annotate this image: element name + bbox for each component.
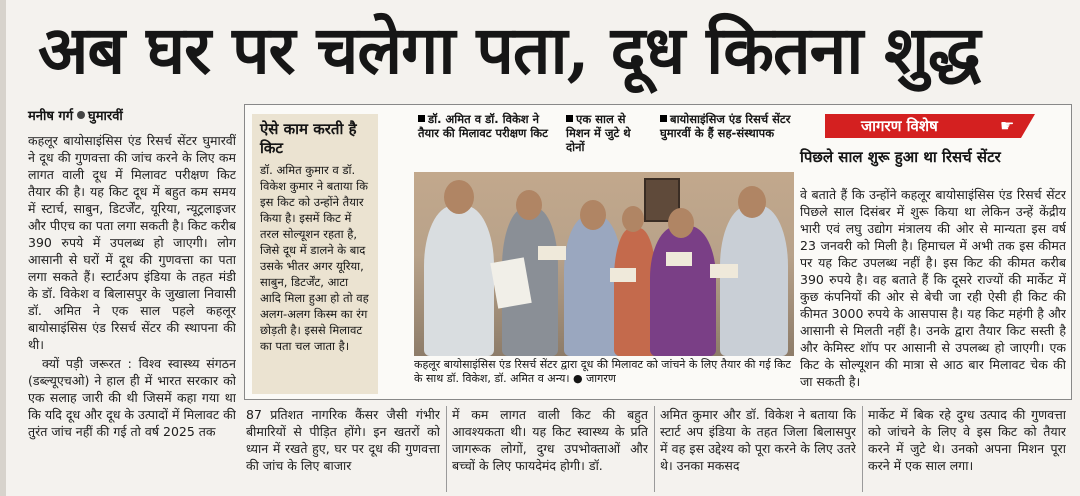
column-divider [654,406,655,492]
byline [28,106,123,124]
photo-caption: कहलूर बायोसाइंसिस एंड रिसर्च सेंटर द्वारा दूध की मिलावट को जांचने के लिए तैयार की गई किट के साथ डॉ. विकेश, डॉ. अमित व अन्य। ● जागरण [414,358,791,385]
caption-2: एक साल से मिशन में जुटे थे दोनों [566,112,631,154]
headline: अब घर पर चलेगा पता, दूध कितना शुद्ध [38,11,980,89]
bottom-column-1: 87 प्रतिशत नागरिक कैंसर जैसी गंभीर बीमारियों से पीड़ित होंगे। इन खतरों को ध्यान में रखते हुए, घर पर दूध की गुणवत्ता की जांच के लिए बाजार [246,407,440,473]
bottom-column-3: अमित कुमार और डॉ. विकेश ने बताया कि स्टार्ट अप इंडिया के तहत जिला बिलासपुर में वह इस उद्देश्य को पूरा करने के लिए उतरे थे। उनका मकसद [660,407,856,473]
column-divider [862,406,863,492]
sidebar-text: डॉ. अमित कुमार व डॉ. विकेश कुमार ने बताया कि इस किट को उन्होंने तैयार किया है। इसमें किट में तरल सोल्यूशन रहता है, जिसे दूध में डालने के बाद उसके भीतर अगर यूरिया, साबुन, डिटर्जेंट, आटा आदि मिला हुआ हो तो वह अलग-अलग किस्म का रंग छोड़ती है। इससे मिलावट का पता चल जाता है। [260,163,369,353]
bottom-column-4: मार्केट में बिक रहे दुग्ध उत्पाद की गुणवत्ता को जांचने के लिए वे इस किट को तैयार करने में जुटे थे। उनको अपना मिशन पूरा करने में एक साल लगा। [868,407,1066,473]
sub-heading: पिछले साल शुरू हुआ था रिसर्च सेंटर [800,148,1001,166]
caption-1: डॉ. अमित व डॉ. विकेश ने तैयार की मिलावट परीक्षण किट [418,112,548,140]
article-para-2: क्यों पड़ी जरूरत : विश्व स्वास्थ्य संगठन (डब्ल्यूएचओ) ने हाल ही में भारत सरकार को एक सलाह जारी की थी जिसमें कहा गया था कि यदि दूध और दूध के उत्पादों में मिलावट की तुरंत जांच नहीं की गई तो वर्ष 2025 तक [28,356,236,439]
square-bullet-icon [566,115,573,122]
article-column-right: वे बताते हैं कि उन्होंने कहलूर बायोसाइंसिस एंड रिसर्च सेंटर पिछले साल दिसंबर में शुरू किया था लेकिन उन्हें केंद्रीय भारी एवं लघु उद्योग मंत्रालय की ओर से मान्यता इस वर्ष 23 जनवरी को मिली है। हिमाचल में अभी तक इस कीमत पर यह किट उपलब्ध नहीं है। इस किट की कीमत करीब 390 रुपये है। वह बताते हैं कि दूसरे राज्यों की मार्केट में कुछ कंपनियों की ओर से बेची जा रही ऐसी ही किट की कीमत 3000 रुपये के आसपास है। यह किट महंगी है और आसानी से मिलती नहीं है। उनके द्वारा तैयार किट सस्ती है और केमिस्ट शॉप पर आसानी से उपलब्ध हो जाएगी। एक किट के सोल्यूशन की मात्रा से आठ बार मिलावट चेक की जा सकती है। [800,187,1066,389]
special-badge: जागरण विशेष [825,114,1021,138]
bullet-icon [77,111,85,119]
square-bullet-icon [660,115,667,122]
group-photo [414,172,794,356]
pointing-hand-icon: ☛ [1000,116,1015,135]
info-sidebar [252,114,378,394]
caption-3: बायोसाइंसिज एंड रिसर्च सेंटर घुमारवीं के हैं सह-संस्थापक [660,112,791,140]
photo-credit: जागरण [586,372,616,385]
column-divider [446,406,447,492]
byline-author: मनीष गर्ग [28,109,74,124]
page-edge [0,0,6,496]
badge-tail [1021,114,1035,138]
sidebar-heading: ऐसे काम करती है किट [260,120,357,157]
bullet-icon: ● [573,372,583,385]
article-para-1: कहलूर बायोसाइंसिस एंड रिसर्च सेंटर घुमारवीं ने दूध की गुणवत्ता की जांच करने के लिए कम लागत वाली दूध में मिलावट परीक्षण किट तैयार की है। यह किट दूध में बहुत कम समय में स्टार्च, साबुन, डिटर्जेंट, यूरिया, न्यूट्रलाइजर और पीएच का पता लगा सकती है। किट करीब 390 रुपये में उपलब्ध हो जाएगी। लोग आसानी से घरों में दूध की गुणवत्ता का पता लगा सकते हैं। स्टार्टअप इंडिया के तहत मंडी के डॉ. विकेश व बिलासपुर के जुखाला निवासी डॉ. अमित ने एक साल पहले कहलूर बायोसाइंसिस एंड रिसर्च सेंटर की स्थापना की थी। [28,133,236,352]
byline-place: घुमारवीं [88,109,123,124]
article-column-1 [28,132,236,496]
square-bullet-icon [418,115,425,122]
bottom-column-2: में कम लागत वाली किट की बहुत आवश्यकता थी। यह किट स्वास्थ्य के प्रति जागरूक लोगों, दुग्ध उपभोक्ताओं और बच्चों के लिए फायदेमंद होगी। डॉ. [452,407,648,473]
